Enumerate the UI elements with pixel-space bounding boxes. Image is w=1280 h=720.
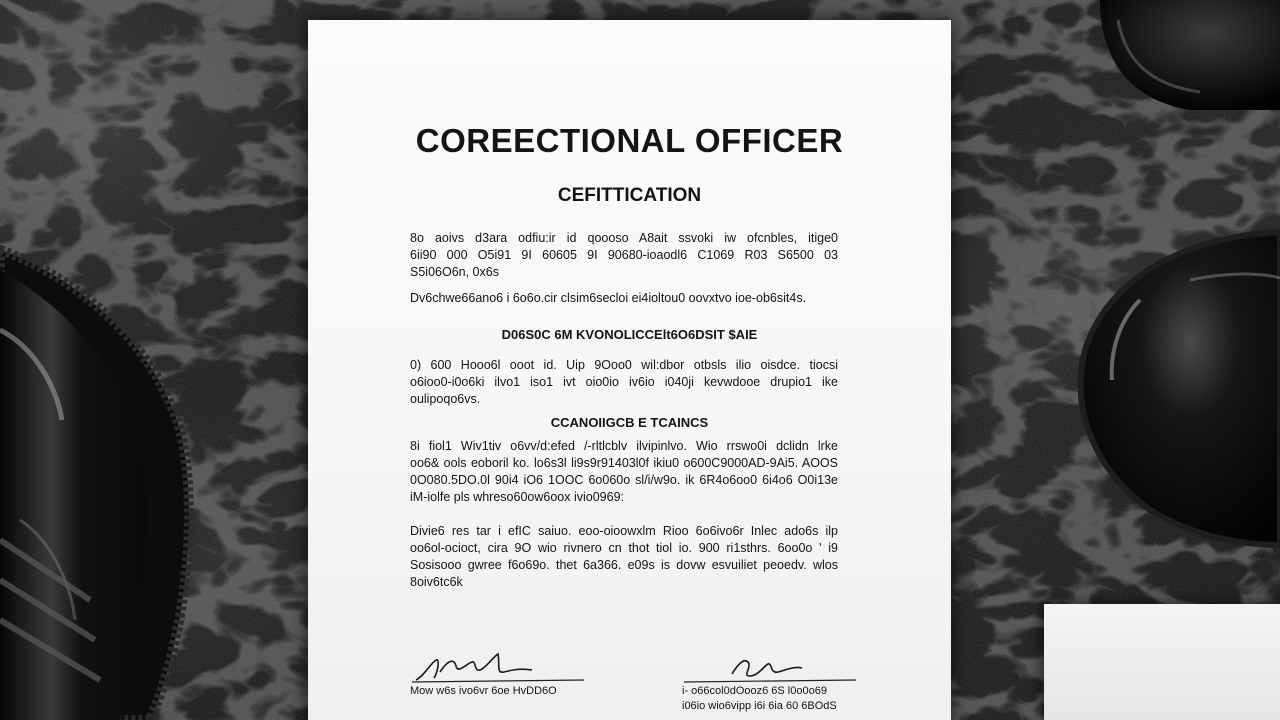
paragraph-line: 0O080.5DO.0l 90i4 iO6 1OOC 6o060o sl/i/w9o. ik 6R4o6oo0 6i4o6 O0i13e <box>410 473 838 487</box>
certificate-subtitle: CEFITTICATION <box>557 185 702 206</box>
closing-paragraph <box>410 523 838 591</box>
section-heading-knowledge: D06S0C 6M KVONOLICCElt6O6DSIT $AIE <box>501 327 758 342</box>
right-boot <box>1000 0 1280 600</box>
left-boot <box>0 0 240 720</box>
paragraph-line: oo6& ools eoboril ko. lo6s3l li9s9r91403l0f ikiu0 o600C9000AD-9Ai5. AOOS <box>410 456 838 470</box>
paragraph-line: S5i06O6n, 0x6s <box>410 265 499 279</box>
paragraph-line: o6ioo0-i0o6ki ilvo1 iso1 ivt oio0io iv6io i040ji kevwdooe drupio1 ike <box>410 375 838 389</box>
paragraph-line: 6ii90 000 O5i91 9I 60605 9I 90680-ioaodl6 C1069 R03 S6500 03 <box>410 248 838 262</box>
section-heading-training: CCANOIIGCB E TCAINCS <box>550 415 709 430</box>
secondary-paper <box>1044 604 1280 720</box>
paragraph-line: 8i fiol1 Wiv1tiv o6vv/d:efed /-rltlcblv ilvipinlvo. Wio rrswo0i dclidn lrke <box>410 439 838 453</box>
intro-paragraph <box>410 230 838 281</box>
paragraph-line: Sosisooo gwree f6o69o. thet 6a366. e09s is dovw esvuiliet peoedv. wlos <box>410 558 838 572</box>
paragraph-line: oo6ol-ocioct, cira 9O wio rivnero cn thot tiol io. 900 ri1sthrs. 6oo0o ' i9 <box>410 541 838 555</box>
paragraph-line: 8oiv6tc6k <box>410 575 463 589</box>
signature-right-caption-2: i06io wio6vipp i6i 6ia 60 6BOdS <box>682 700 837 712</box>
signature-left-scribble <box>410 650 586 684</box>
signature-right-scribble <box>682 650 858 684</box>
paragraph-line: Dv6chwe66ano6 i 6o6o.cir clsim6secloi ei4ioltou0 oovxtvo ioe-ob6sit4s. <box>410 291 807 305</box>
knowledge-paragraph <box>410 357 838 408</box>
signature-block-right <box>682 650 858 714</box>
paragraph-line: oulipoqo6vs. <box>410 392 481 406</box>
certificate-title: COREECTIONAL OFFICER <box>415 122 844 159</box>
paragraph-line: Divie6 res tar i efIC saiuo. eoo-oioowxlm Rioo 6o6ivo6r Inlec ado6s ilp <box>410 524 838 538</box>
paragraph-line: 8o aoivs d3ara odfiu:ir id qoooso A8ait ssvoki iw ofcnbles, itige0 <box>410 231 838 245</box>
signature-block-left <box>410 650 586 699</box>
signature-left-caption: Mow w6s ivo6vr 6oe HvDD6O <box>410 685 557 697</box>
training-paragraph <box>410 438 838 506</box>
paragraph-line: iM-iolfe pls whreso60ow6oox ivio0969: <box>410 490 625 504</box>
statement-paragraph <box>410 290 838 307</box>
paragraph-line: 0) 600 Hooo6l ooot id. Uip 9Ooo0 wil:dbor otbsls ilio oisdce. tiocsi <box>410 358 838 372</box>
signature-right-caption-1: i- o66col0dOooz6 6S l0o0o69 <box>682 685 827 697</box>
certificate-paper <box>308 20 951 720</box>
